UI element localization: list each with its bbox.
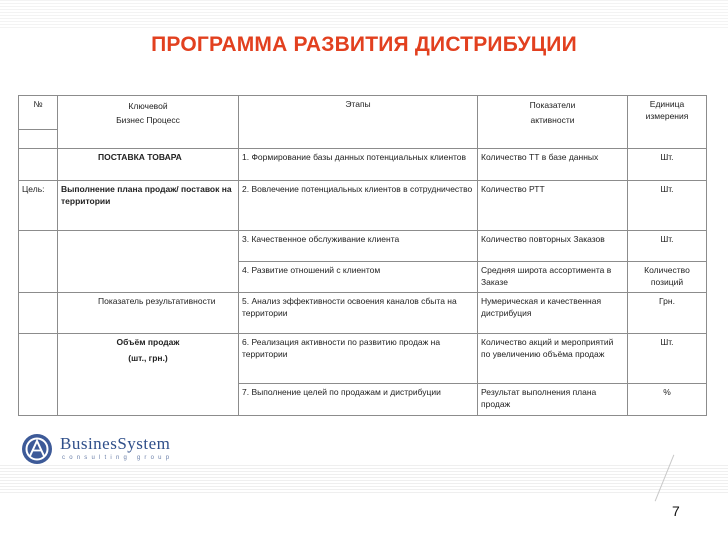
empty-cell [19,149,58,181]
indicator-cell: Количество ТТ в базе данных [478,149,628,181]
unit-cell: Шт. [628,231,707,262]
logo-emblem-icon [20,432,54,466]
unit-cell: Количество позиций [628,262,707,293]
goal-text: Выполнение плана продаж/ поставок на территории [58,181,239,231]
table-row [19,231,707,262]
indicator-cell: Количество РТТ [478,181,628,231]
header-indicators-line1: Показатели [529,100,576,110]
stage-cell: 3. Качественное обслуживание клиента [239,231,478,262]
indicator-cell: Количество акций и мероприятий по увеличению объёма продаж [478,334,628,384]
header-process-line1: Ключевой [128,101,168,111]
unit-cell: % [628,384,707,416]
table-row [19,293,707,334]
distribution-program-table [18,95,707,416]
indicator-cell: Количество повторных Заказов [478,231,628,262]
volume-units: (шт., грн.) [128,352,168,363]
volume-label: Объём продаж [116,337,180,347]
unit-cell: Шт. [628,334,707,384]
empty-cell [19,293,58,334]
header-indicators [478,96,628,149]
footer-stripes-decoration [0,465,728,495]
stage-cell: 6. Реализация активности по развитию продаж на территории [239,334,478,384]
header-empty-cell [19,130,58,149]
indicator-cell: Результат выполнения плана продаж [478,384,628,416]
empty-cell [19,334,58,416]
page-title: ПРОГРАММА РАЗВИТИЯ ДИСТРИБУЦИИ [151,33,577,56]
header-process-line2: Бизнес Процесс [116,115,180,125]
table-row [19,149,707,181]
table-row [19,334,707,384]
process-delivery: ПОСТАВКА ТОВАРА [58,149,239,181]
stage-cell: 1. Формирование базы данных потенциальных клиентов [239,149,478,181]
indicator-cell: Нумерическая и качественная дистрибуция [478,293,628,334]
header-stages: Этапы [239,96,478,149]
stage-cell: 7. Выполнение целей по продажам и дистрибуции [239,384,478,416]
header-unit-line1: Единица [649,99,685,109]
unit-cell: Грн. [628,293,707,334]
header-process [58,96,239,149]
footer-slash-decoration [655,455,675,502]
top-stripes-decoration [0,0,728,30]
header-number: № [19,96,58,130]
header-unit [628,96,707,149]
page-number: 7 [672,503,680,519]
process-volume [58,334,239,416]
stage-cell: 4. Развитие отношений с клиентом [239,262,478,293]
indicator-cell: Средняя широта ассортимента в Заказе [478,262,628,293]
company-logo [20,432,200,466]
unit-cell: Шт. [628,181,707,231]
logo-subtitle: consulting group [62,455,174,461]
header-indicators-line2: активности [530,115,575,125]
process-kpi: Показатель результативности [58,293,239,334]
empty-process-cell [58,231,239,293]
unit-cell: Шт. [628,149,707,181]
table-row [19,181,707,231]
header-unit-line2: измерения [645,110,689,121]
goal-label: Цель: [19,181,58,231]
logo-name: BusinesSystem [60,434,171,453]
stage-cell: 5. Анализ эффективности освоения каналов сбыта на территории [239,293,478,334]
empty-cell [19,231,58,293]
stage-cell: 2. Вовлечение потенциальных клиентов в сотрудничество [239,181,478,231]
header-row [19,96,707,130]
